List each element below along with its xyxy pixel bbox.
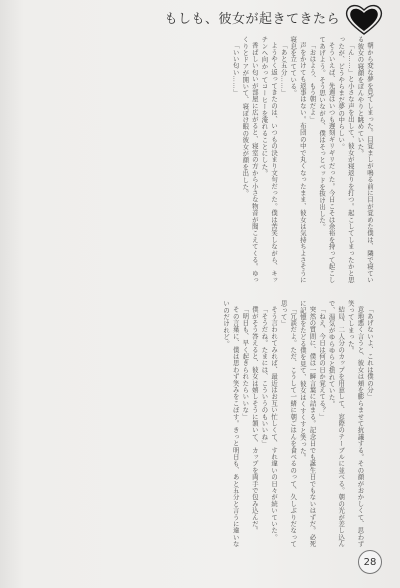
heart-icon bbox=[344, 2, 384, 36]
paragraph: 「あと五分……」 bbox=[279, 42, 288, 96]
paragraph: 結局、二人分のカップを用意して、窓際のテーブルに並べる。朝の光が差し込んで、湯気がゆらゆらと揺れていた。 bbox=[327, 300, 346, 548]
paragraph: 「冗談だよ。ただ、こうして一緒に朝ごはんを食べるのって、久しぶりだなって思って」 bbox=[279, 300, 298, 548]
paragraph: 「ねえ、今日は何の日か覚えてる？」 bbox=[318, 306, 327, 421]
paragraph: 「いい匂い……」 bbox=[231, 42, 240, 96]
paragraph: 朝から変な夢を見てしまった。目覚ましが鳴る前に目が覚めた僕は、隣で寝ている彼女の寝顔をぼんやりと眺めていた。 bbox=[356, 36, 374, 284]
paragraph: 突然の質問に、僕は一瞬言葉に詰まる。記念日でも誕生日でもないはずだ。必死に記憶をたどる僕を見て、彼女はくすくすと笑った。 bbox=[298, 300, 317, 548]
paragraph: そういえば、先週はいつも遅刻ギリギリだった。今日こそは余裕を持って起こしてあげよう。そう思いながら、僕はそっとベッドを抜け出した。 bbox=[318, 36, 336, 284]
paragraph: ようやく返ってきたのは、いつもの決まり文句だった。僕は苦笑しながら、キッチンへ向かってコーヒーを淹れることにした。 bbox=[260, 36, 279, 284]
paragraph: 「そうだね。たまには、こういうのもいいね」 bbox=[260, 306, 269, 448]
paragraph: 香ばしい匂いが部屋に広がると、寝室の方から小さな物音が聞こえてくる。ゆっくりとドアが開いて、寝ぼけ眼の彼女が顔を出した。 bbox=[241, 36, 259, 284]
body-text-upper bbox=[24, 36, 374, 284]
page-title: もしも、彼女が起きてきたら bbox=[164, 12, 340, 27]
paragraph: 「おはよう、もう朝だよ」 bbox=[308, 42, 317, 123]
paragraph: 意地悪く言うと、彼女は頬を膨らませて抗議する。その顔がおかしくて、思わず笑ってしまった。 bbox=[346, 300, 365, 548]
page-number: 28 bbox=[358, 550, 382, 574]
paragraph: 「ん……」と小さな声を出して、彼女が寝返りを打つ。起こしてしまったかと思ったが、どうやらまだ夢の中らしい。 bbox=[337, 36, 355, 284]
paragraph: 「明日も、早く起きられたらいいな」 bbox=[241, 306, 250, 421]
paragraph: その言葉に、僕は思わず笑みをこぼす。きっと明日も、あと五分と言うに違いないのだけれど。 bbox=[222, 300, 240, 548]
paragraph: 「あげないよ、これは僕の分」 bbox=[366, 306, 374, 401]
paragraph: そう言われてみれば、最近はお互い忙しくて、すれ違いの日々が続いていた。 bbox=[270, 306, 279, 541]
paragraph: 僕がそう答えると、彼女は嬉しそうに頷いて、カップを両手で包み込んだ。 bbox=[250, 306, 259, 535]
body-text-lower bbox=[24, 300, 374, 550]
paragraph: 声をかけても返事はない。布団の中で丸くなったまま、彼女は気持ちよさそうに寝息を立てている。 bbox=[289, 36, 307, 284]
